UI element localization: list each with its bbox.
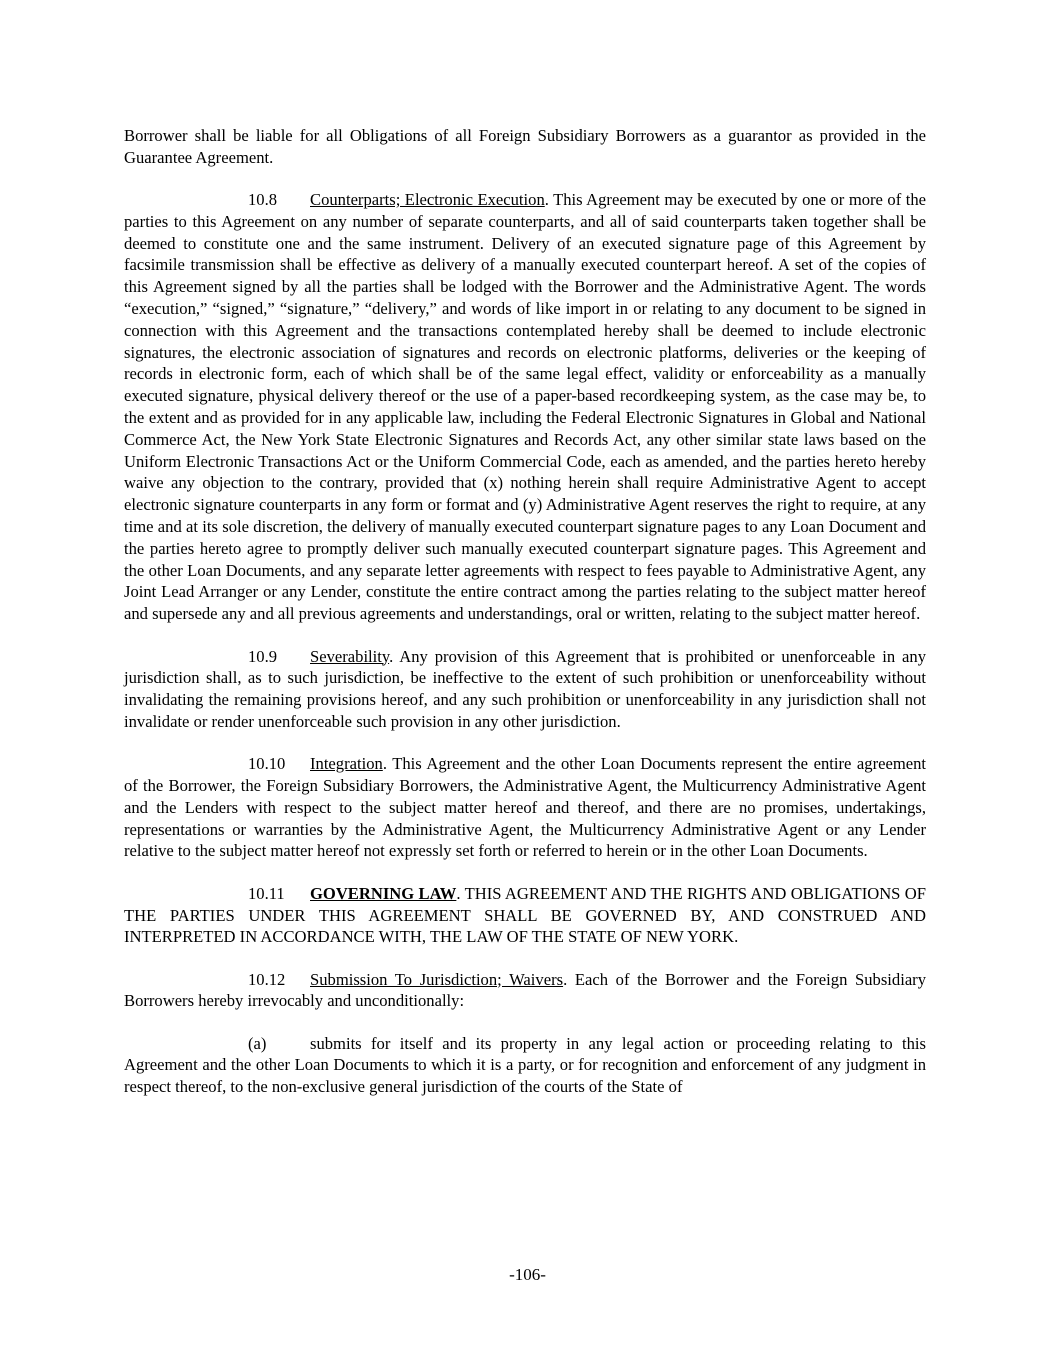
- clause-a: [124, 1033, 926, 1098]
- section-number: 10.10: [248, 754, 286, 774]
- section-10-10: [124, 753, 926, 862]
- section-number: 10.8: [248, 190, 278, 210]
- section-heading: Counterparts; Electronic Execution: [310, 190, 545, 210]
- section-heading: Integration: [310, 754, 383, 774]
- section-heading: GOVERNING LAW: [310, 883, 457, 903]
- intro-text: Borrower shall be liable for all Obligations of all Foreign Subsidiary Borrowers as a guarantor as provided in the Guarantee Agreement.: [124, 126, 926, 167]
- section-text: . Each of the Borrower and the Foreign Subsidiary Borrowers hereby irrevocably and unconditionally:: [124, 969, 927, 1011]
- section-10-8: [124, 189, 926, 625]
- section-10-9: [124, 646, 926, 733]
- section-number: 10.12: [248, 969, 286, 989]
- intro-paragraph: [124, 125, 926, 169]
- section-text: . Any provision of this Agreement that is prohibited or unenforceable in any jurisdiction shall, as to such jurisdiction, be ineffective to the extent of such prohibition or unenforceability without invalidating the remaining provisions hereof, and any such prohibition or unenforceability in any jurisdiction shall not invalidate or render unenforceable such provision in any other jurisdiction.: [124, 646, 926, 731]
- section-text: . This Agreement may be executed by one or more of the parties to this Agreement on any number of separate counterparts, and all of said counterparts taken together shall be deemed to constitute one and the same instrument. Delivery of an executed signature page of this Agreement by facsimile transmission shall be effective as delivery of a manually executed counterpart hereof. A set of the copies of this Agreement signed by all the parties shall be lodged with the Borrower and the Administrative Agent. The words “execution,” “signed,” “signature,” “delivery,” and words of like import in or relating to any document to be signed in connection with this Agreement and the transactions contemplated hereby shall be deemed to include electronic signatures, the electronic association of signatures and records on electronic platforms, deliveries or the keeping of records in electronic form, each of which shall be of the same legal effect, validity or enforceability as a manually executed signature, physical delivery thereof or the use of a paper-based recordkeeping system, as the case may be, to the extent and as provided for in any applicable law, including the Federal Electronic Signatures in Global and National Commerce Act, the New York State Electronic Signatures and Records Act, any other similar state laws based on the Uniform Electronic Transactions Act or the Uniform Commercial Code, each as amended, and the parties hereto hereby waive any objection to the contrary, provided that (x) nothing herein shall require Administrative Agent to accept electronic signature counterparts in any form or format and (y) Administrative Agent reserves the right to require, at any time and at its sole discretion, the delivery of manually executed counterpart signature pages to any Loan Document and the parties hereto agree to promptly deliver such manually executed counterpart signature pages. This Agreement and the other Loan Documents, and any separate letter agreements with respect to fees payable to Administrative Agent, any Joint Lead Arranger or any Lender, constitute the entire contract among the parties relating to the subject matter hereof and supersede any and all previous agreements and understandings, oral or written, relating to the subject matter hereof.: [124, 190, 926, 624]
- section-10-12: [124, 969, 926, 1013]
- page-number: -106-: [509, 1265, 546, 1284]
- section-text: . THIS AGREEMENT AND THE RIGHTS AND OBLIGATIONS OF THE PARTIES UNDER THIS AGREEMENT SHALL BE GOVERNED BY, AND CONSTRUED AND INTERPRETED IN ACCORDANCE WITH, THE LAW OF THE STATE OF NEW YORK.: [124, 883, 926, 947]
- section-heading: Submission To Jurisdiction; Waivers: [310, 969, 564, 989]
- section-number: 10.9: [248, 646, 278, 666]
- section-text: . This Agreement and the other Loan Documents represent the entire agreement of the Borrower, the Foreign Subsidiary Borrowers, the Administrative Agent, the Multicurrency Administrative Agent and the Lenders with respect to the subject matter hereof and thereof, and there are no promises, undertakings, representations or warranties by the Administrative Agent, the Multicurrency Administrative Agent or any Lender relative to the subject matter hereof not expressly set forth or referred to herein or in the other Loan Documents.: [124, 754, 926, 861]
- section-number: 10.11: [248, 883, 285, 903]
- clause-text: submits for itself and its property in any legal action or proceeding relating to this Agreement and the other Loan Documents to which it is a party, or for recognition and enforcement of any judgment in respect thereof, to the non-exclusive general jurisdiction of the courts of the State of: [124, 1033, 926, 1097]
- section-10-11: [124, 883, 926, 948]
- document-body: [124, 125, 926, 1119]
- section-heading: Severability: [310, 646, 390, 666]
- clause-label: (a): [248, 1033, 267, 1053]
